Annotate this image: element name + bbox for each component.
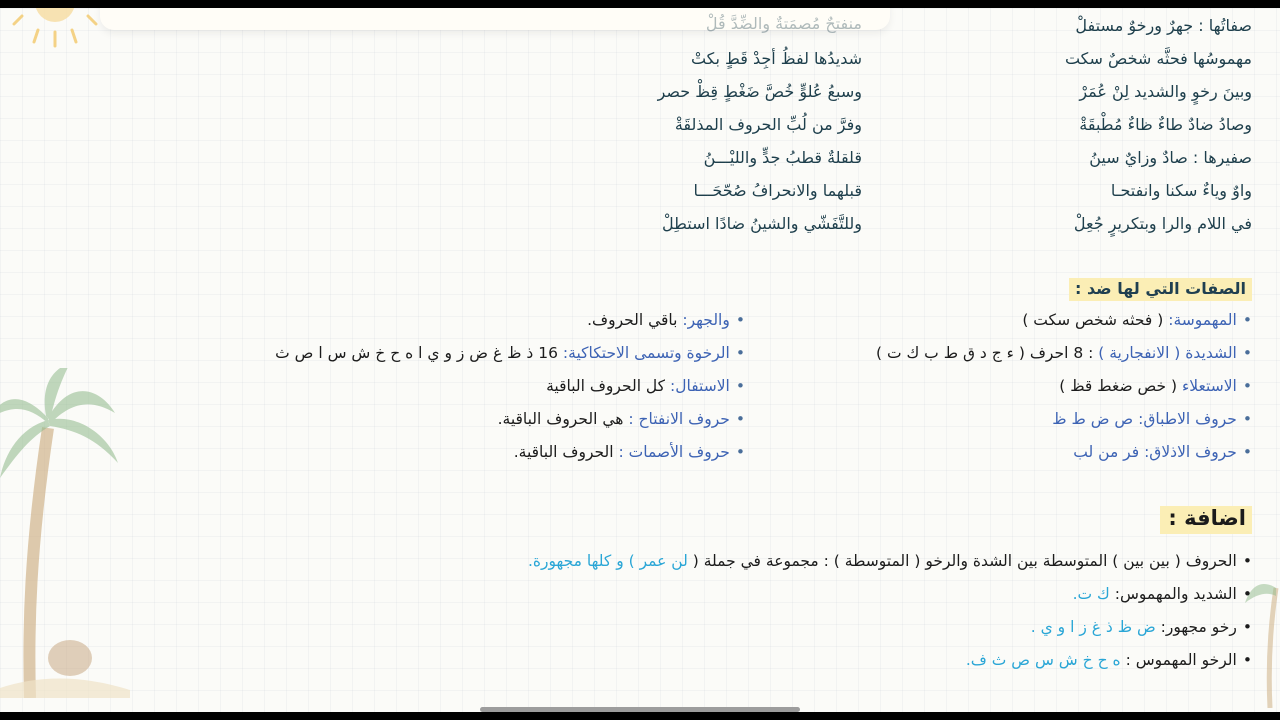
bullet-icon: • [1242, 585, 1252, 603]
poem-verse: مهموسُها فحثَّه شخصٌ سكت [1064, 49, 1252, 68]
item-value: هي الحروف الباقية. [497, 410, 629, 428]
bullet-icon: • [735, 410, 745, 428]
item-value: الحروف الباقية. [513, 443, 619, 461]
poem-verse: وبينَ رخوٍ والشديد لِنْ عُمَرْ [1079, 82, 1252, 101]
poem-verse: قلقلةٌ قطبُ جدٍّ والليْـــنُ [703, 148, 862, 167]
addition-label: الشديد والمهموس: [1114, 585, 1237, 603]
sun-icon [10, 8, 100, 54]
item-label: حروف الاذلاق: [1144, 443, 1237, 461]
item-label: الاستفال: [669, 377, 730, 395]
item-label: حروف الاطباق: [1138, 410, 1237, 428]
item-value: كل الحروف الباقية [546, 377, 670, 395]
poem-verse: وصادُ ضادٌ طاءٌ ظاءٌ مُطْبقَةْ [1079, 115, 1252, 134]
list-item [546, 377, 745, 395]
bullet-icon: • [735, 377, 745, 395]
bullet-icon: • [1242, 410, 1252, 428]
item-label: المهموسة: [1168, 311, 1237, 329]
list-item [1073, 443, 1252, 461]
poem-verse: صفاتُها : جهرٌ ورخوٌ مستفلْ [1075, 16, 1252, 35]
addition-value: ض ظ ذ غ ز ا و ي . [1030, 618, 1161, 636]
bullet-icon: • [735, 344, 745, 362]
addition-label: الرخو المهموس : [1125, 651, 1237, 669]
addition-text: الحروف ( بين بين ) المتوسطة بين الشدة والرخو ( المتوسطة ) : مجموعة في جملة ( [687, 552, 1237, 570]
list-item [1052, 410, 1252, 428]
list-item [275, 344, 745, 362]
bullet-icon: • [1242, 344, 1252, 362]
poem-verse: وللتَّفَشّي والشينُ ضادًا استطِلْ [662, 214, 862, 233]
poem-verse: في اللام والرا وبتكريرٍ جُعِلْ [1073, 214, 1252, 233]
item-value: 16 ذ ظ غ ض ز و ي ا ه ح خ ش س ا ص ث [275, 344, 563, 362]
item-value: فر من لب [1073, 443, 1145, 461]
document-page [0, 8, 1280, 712]
poem-verse: وسبعُ عُلوٍّ خُصَّ ضَغْطٍ قِظْ حصر [657, 82, 862, 101]
bullet-icon: • [1242, 311, 1252, 329]
bullet-icon: • [1242, 443, 1252, 461]
poem-verse: قبلهما والانحرافُ صُحّحَـــا [693, 181, 862, 200]
list-item [876, 344, 1252, 362]
home-indicator[interactable] [480, 707, 800, 712]
poem-verse: صفيرها : صادٌ وزايٌ سينُ [1089, 148, 1252, 167]
item-label: الرخوة وتسمى الاحتكاكية: [562, 344, 730, 362]
item-value: باقي الحروف. [587, 311, 683, 329]
list-item [1059, 377, 1252, 395]
item-label: الاستعلاء [1182, 377, 1237, 395]
item-label: الشديدة ( الانفجارية ) [1098, 344, 1237, 362]
addition-value: ك ت. [1072, 585, 1115, 603]
addition-item [1031, 618, 1252, 636]
poem-verse: منفتحٌ مُصمَتةٌ والضِّدَّ قُلْ [705, 14, 862, 33]
poem-verse: واوٌ وياءٌ سكنا وانفتحـا [1110, 181, 1252, 200]
addition-item [528, 552, 1252, 570]
addition-item [966, 651, 1252, 669]
bullet-icon: • [1242, 377, 1252, 395]
item-value: ص ض ط ظ [1052, 410, 1139, 428]
list-item [498, 410, 745, 428]
poem-verse: شديدُها لفظُ أجِدْ قَطٍ بكتْ [690, 49, 862, 68]
bullet-icon: • [1242, 552, 1252, 570]
item-value: : 8 احرف ( ء ج د ق ط ب ك ت ) [875, 344, 1099, 362]
bullet-icon: • [735, 443, 745, 461]
item-label: حروف الانفتاح : [628, 410, 730, 428]
list-item [1022, 311, 1252, 329]
bullet-icon: • [735, 311, 745, 329]
addition-label: رخو مجهور: [1160, 618, 1237, 636]
item-label: والجهر: [682, 311, 730, 329]
list-item [514, 443, 745, 461]
item-label: حروف الأصمات : [618, 443, 730, 461]
bullet-icon: • [1242, 651, 1252, 669]
addition-title: اضافة : [1160, 506, 1252, 534]
item-value: ( خص ضغط قظ ) [1059, 377, 1183, 395]
addition-highlight: لن عمر ) و كلها مجهورة. [527, 552, 688, 570]
addition-value: ه ح خ ش س ص ث ف. [965, 651, 1126, 669]
item-value: ( فحثه شخص سكت ) [1022, 311, 1169, 329]
addition-item [1073, 585, 1252, 603]
section-title: الصفات التي لها ضد : [1069, 278, 1252, 301]
poem-verse: وفرَّ من لُبِّ الحروف المذلقَةْ [674, 115, 862, 134]
list-item [587, 311, 745, 329]
bullet-icon: • [1242, 618, 1252, 636]
palm-tree-icon [0, 368, 130, 698]
